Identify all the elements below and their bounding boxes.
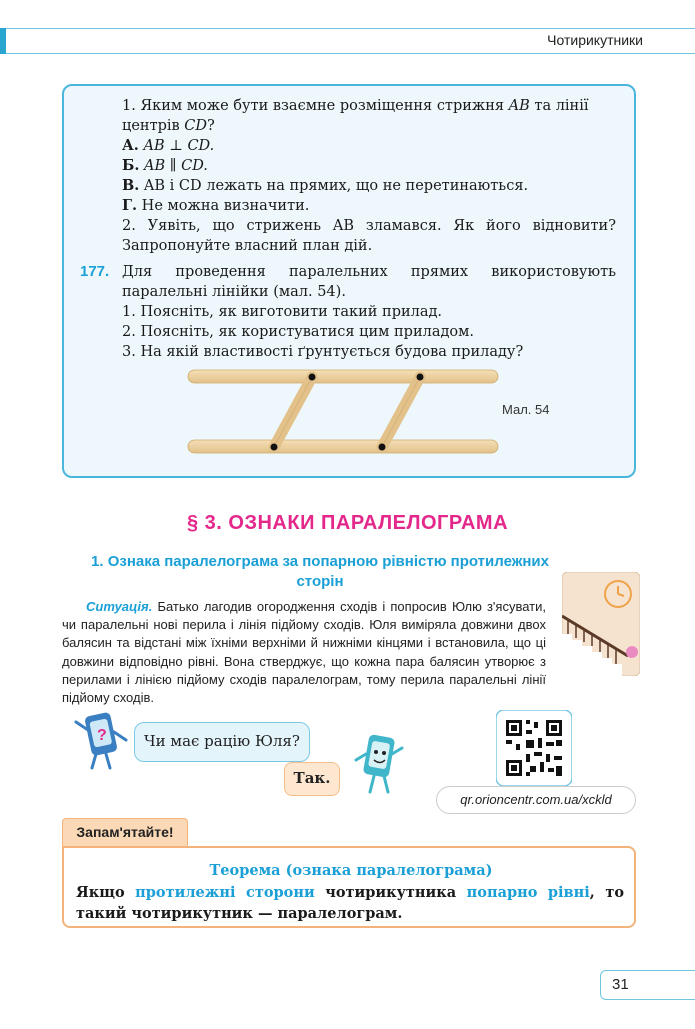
pivot-dot — [417, 374, 424, 381]
top-ruler — [188, 370, 498, 383]
page-number: 31 — [612, 976, 629, 993]
staircase-illustration — [562, 572, 640, 676]
parallel-rulers-figure — [184, 364, 504, 460]
option-c: В. AB і CD лежать на прямих, що не перетинаються. — [122, 177, 529, 194]
phone-character-right-icon — [352, 730, 408, 800]
bottom-ruler — [188, 440, 498, 453]
q1-line2: центрів CD? — [122, 118, 215, 134]
right-link-edge — [382, 377, 420, 447]
qr-code[interactable] — [496, 710, 572, 786]
subsection-title: 1. Ознака паралелограма за попарною рівністю протилежних сторін — [91, 553, 549, 590]
pivot-dot — [379, 444, 386, 451]
speech-bubble-answer: Так. — [284, 762, 340, 796]
exercise-box — [62, 84, 636, 478]
exercise-177-q2: 2. Поясніть, як користуватися цим приладом. — [122, 324, 475, 340]
q1-line1: 1. Яким може бути взаємне розміщення стрижня AB та лінії — [122, 98, 589, 114]
left-link-edge — [274, 377, 312, 447]
theorem-statement: Якщо протилежні сторони чотирикутника попарно рівні, то такий чотирикутник — паралелограм. — [76, 884, 624, 922]
header-accent-bar — [0, 28, 6, 54]
exercise-177-q1: 1. Поясніть, як виготовити такий прилад. — [122, 304, 443, 320]
option-d: Г. Не можна визначити. — [122, 197, 310, 214]
theorem-title: Теорема (ознака паралелограма) — [209, 862, 493, 879]
situation-paragraph: Ситуація. Батько лагодив огородження сходів і попросив Юлю з'ясувати, чи паралельні нові перила і лінія підйому сходів. Юля виміряла довжини двох балясин та відстані між їхніми верхніми й нижніми кінцями і встановила, що ці довжини відповідно рівні. Вона стверджує, що кожна пара балясин утворює з перилами і лінією підйому сходів паралелограм, тому перила паралельні лінії підйому сходів. — [62, 599, 546, 706]
remember-tag: Запам'ятайте! — [62, 818, 188, 848]
qr-link[interactable]: qr.orioncentr.com.ua/xckld — [436, 786, 636, 814]
figure-caption: Мал. 54 — [502, 402, 550, 417]
pivot-dot — [271, 444, 278, 451]
running-header: Чотирикутники — [547, 32, 643, 48]
exercise-177-number: 177. — [80, 263, 110, 280]
exercise-177-q3: 3. На якій властивості ґрунтується будова приладу? — [122, 344, 524, 360]
theorem-box — [62, 846, 636, 928]
pivot-dot — [309, 374, 316, 381]
speech-bubble-question: Чи має рацію Юля? — [134, 722, 310, 762]
option-a: А. AB ⊥ CD. — [122, 137, 215, 154]
flower-icon — [626, 646, 638, 658]
q2-text: 2. Уявіть, що стрижень AB зламався. Як його відновити? Запропонуйте власний план дій. — [122, 218, 616, 254]
option-b: Б. AB ∥ CD. — [122, 157, 208, 174]
section-title: § 3. ОЗНАКИ ПАРАЛЕЛОГРАМА — [186, 512, 509, 534]
phone-character-left-icon — [72, 706, 134, 774]
svg-text:?: ? — [97, 727, 107, 744]
exercise-177-text: Для проведення паралельних прямих використовують паралельні лінійки (мал. 54). — [122, 264, 616, 300]
